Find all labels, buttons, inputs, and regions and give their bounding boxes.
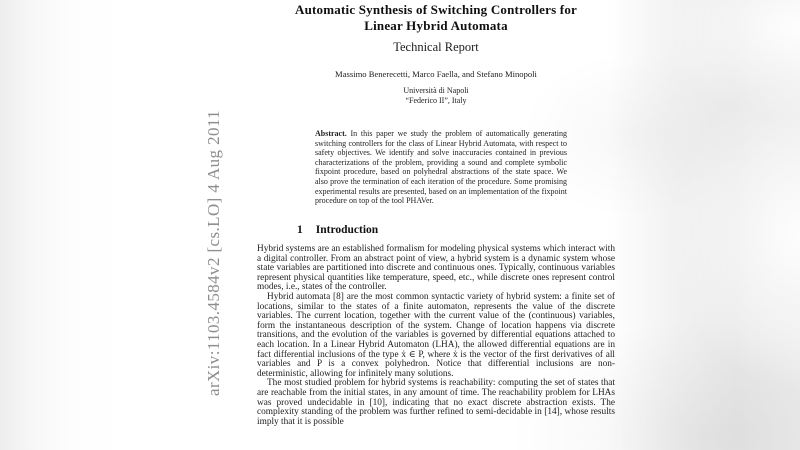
paper-title-line-2: Linear Hybrid Automata — [364, 17, 508, 33]
paragraph-2: Hybrid automata [8] are the most common syntactic variety of hybrid system: a finite set of locations, similar to the states of a finite automaton, represents the value of the discrete variables. The current location, together with the current value of the (continuous) variables, form the instantaneous description of the system. Change of location happens via discrete transitions, and the evolution of the variables is governed by differential equations attached to each location. In a Linear Hybrid Automaton (LHA), the allowed differential equations are in fact differential inclusions of the type ẋ ∈ P, where ẋ is the vector of the first derivatives of all variables and P is a convex polyhedron. Notice that differential inclusions are non-deterministic, allowing for infinitely many solutions. — [257, 291, 615, 379]
paper-title — [257, 2, 615, 33]
section-1-title: Introduction — [315, 224, 379, 236]
paper-title-line-1: Automatic Synthesis of Switching Controllers for — [295, 2, 577, 17]
section-1-heading — [257, 224, 615, 236]
section-1-number: 1 — [297, 224, 303, 236]
paragraph-3: The most studied problem for hybrid systems is reachability: computing the set of states that are reachable from the initial states, in any amount of time. The reachability problem for LHAs was proved undecidable in [10], indicating that no exact discrete abstraction exists. The complexity standing of the problem was further refined to semi-decidable in [14], whose results imply that it is possible — [257, 378, 615, 427]
paragraph-1: Hybrid systems are an established formalism for modeling physical systems which interact with a digital controller. From an abstract point of view, a hybrid system is a dynamic system whose state variables are partitioned into discrete and continuous ones. Typically, continuous variables represent physical quantities like temperature, speed, etc., while discrete ones represent control modes, i.e., states of the controller. — [257, 244, 615, 293]
abstract-label: Abstract. — [315, 129, 347, 138]
author-line: Massimo Benerecetti, Marco Faella, and Stefano Minopoli — [335, 69, 537, 79]
affiliation-line-1: Università di Napoli — [403, 86, 469, 95]
abstract-text: In this paper we study the problem of automatically generating switching controllers for the class of Linear Hybrid Automata, with respect to safety objectives. We identify and solve inaccuracies contained in previous characterizations of the problem, providing a sound and complete symbolic fixpoint procedure, based on polyhedral abstractions of the state space. We also prove the termination of each iteration of the procedure. Some promising experimental results are presented, based on an implementation of the fixpoint procedure on top of the tool PHAVer. — [315, 129, 567, 206]
affiliation — [257, 86, 615, 106]
affiliation-line-2: “Federico II”, Italy — [405, 96, 467, 105]
paper-content — [257, 0, 615, 450]
abstract — [315, 129, 567, 206]
arxiv-stamp: arXiv:1103.4584v2 [cs.LO] 4 Aug 2011 — [204, 109, 223, 397]
section-1-body — [257, 245, 615, 427]
paper-subtitle: Technical Report — [393, 40, 479, 54]
